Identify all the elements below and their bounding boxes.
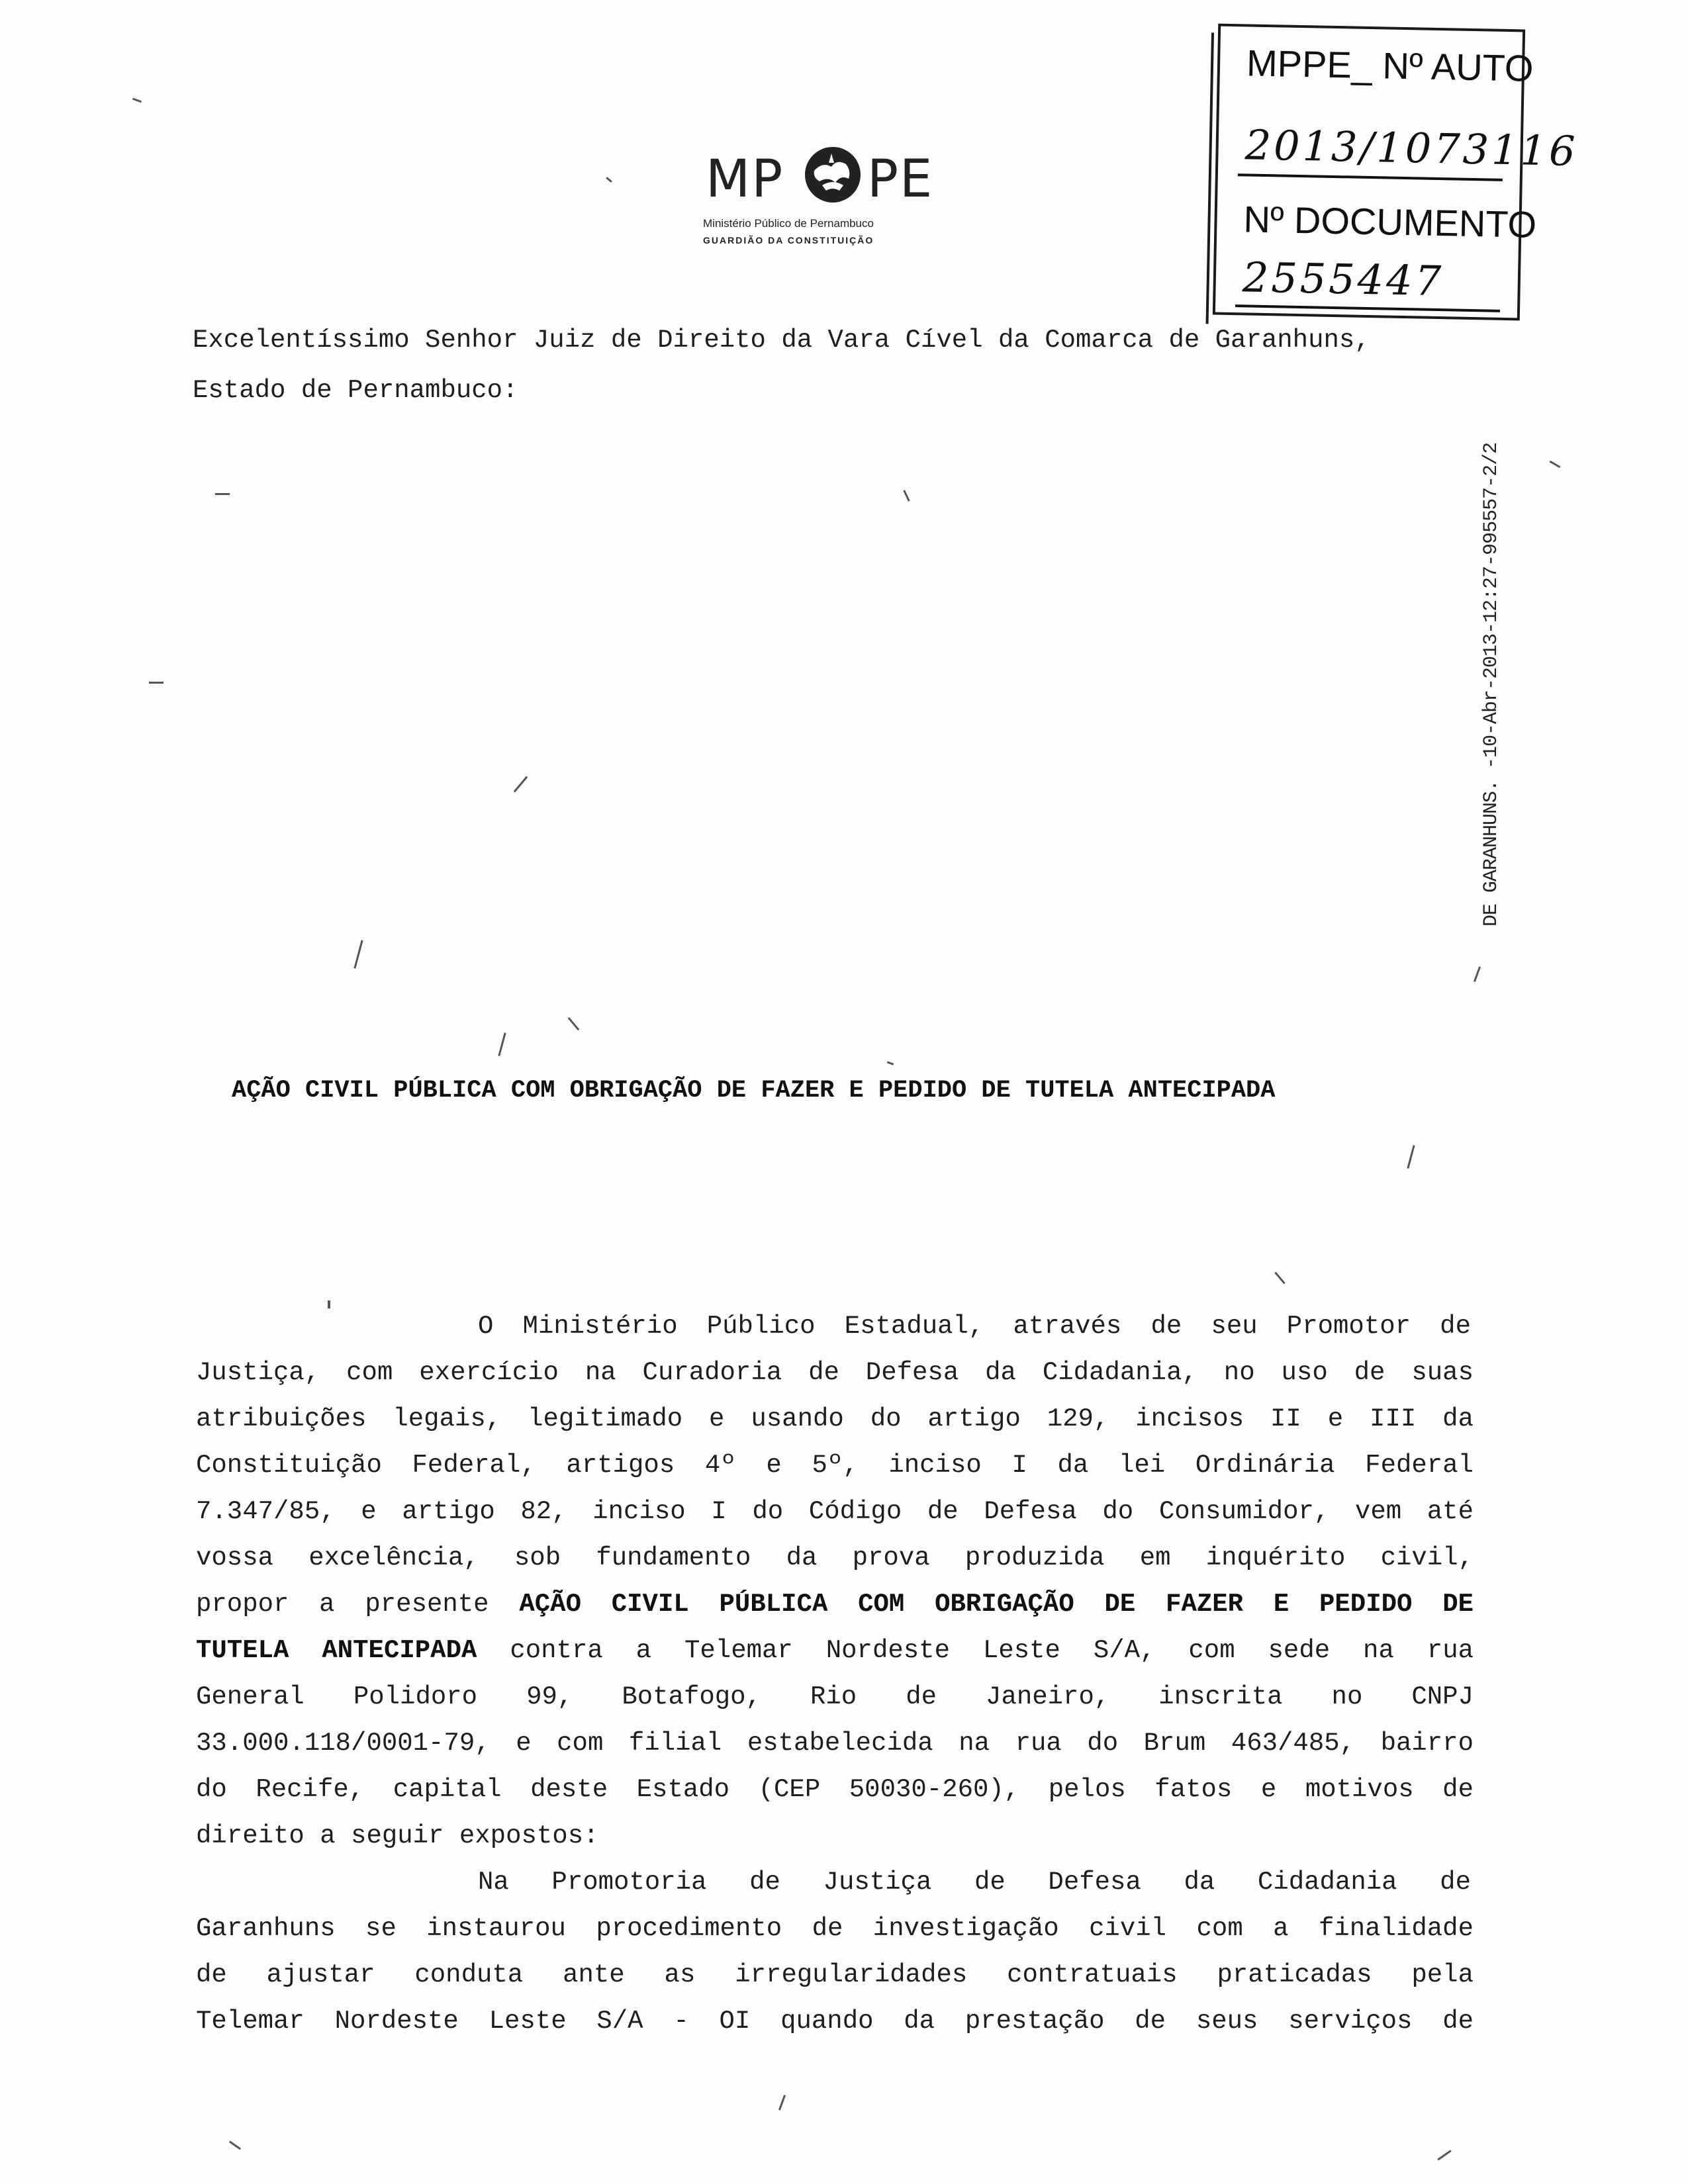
p1-text: contra a Telemar Nordeste Leste S/A, com sede na rua [510,1636,1474,1665]
p2-line-2: Garanhuns se instaurou procedimento de investigação civil com a finalidade [196,1914,1474,1943]
stamp-auto-number: 2013/1073116 [1244,120,1579,176]
scan-speck [215,493,230,495]
p1-text: O Ministério Público Estadual, através de seu Promotor de [478,1312,1471,1341]
p1-bold-text: TUTELA ANTECIPADA [196,1636,477,1665]
p1-bold-text: AÇÃO CIVIL PÚBLICA COM OBRIGAÇÃO DE FAZER E PEDIDO DE [519,1590,1474,1619]
stamp-underline [1235,304,1500,312]
p1-line-10: 33.000.118/0001-79, e com filial estabelecida na rua do Brum 463/485, bairro [196,1729,1474,1758]
logo-row [694,140,959,213]
scan-speck [1549,461,1560,469]
p2-line-3: de ajustar conduta ante as irregularidades contratuais praticadas pela [196,1960,1474,1989]
mppe-emblem-icon [802,144,863,205]
stamp-underline [1238,173,1503,181]
mppe-logo [694,140,959,259]
p1-line-2: Justiça, com exercício na Curadoria de Defesa da Cidadania, no uso de suas [196,1358,1474,1387]
p1-line-7 [196,1590,1474,1619]
scan-speck [514,776,528,793]
logo-subtitle: Ministério Público de Pernambuco [703,217,874,230]
scan-speck [149,682,164,684]
address-line-1: Excelentíssimo Senhor Juiz de Direito da Vara Cível da Comarca de Garanhuns, [193,326,1370,355]
p2-line-4: Telemar Nordeste Leste S/A - OI quando da prestação de seus serviços de [196,2007,1474,2036]
scan-speck [132,98,142,103]
p1-line-4: Constituição Federal, artigos 4º e 5º, inciso I da lei Ordinária Federal [196,1451,1474,1480]
p1-line-5: 7.347/85, e artigo 82, inciso I do Código de Defesa do Consumidor, vem até [196,1497,1474,1526]
p2-text: Na Promotoria de Justiça de Defesa da Cidadania de [478,1868,1471,1897]
p1-line-8 [196,1636,1474,1665]
p1-line-9: General Polidoro 99, Botafogo, Rio de Janeiro, inscrita no CNPJ [196,1682,1474,1711]
scan-speck [1407,1145,1415,1169]
p2-line-1 [478,1868,1471,1897]
scan-speck [568,1017,580,1030]
logo-tagline: GUARDIÃO DA CONSTITUIÇÃO [703,235,874,246]
stamp-document-number: 2555447 [1242,253,1444,306]
stamp-document-label: Nº DOCUMENTO [1243,198,1537,246]
p1-line-6: vossa excelência, sob fundamento da prova produzida em inquérito civil, [196,1543,1474,1572]
scan-speck [1474,966,1481,982]
logo-pe-text: PE [867,150,934,209]
protocol-stamp [1213,24,1579,321]
scan-speck [353,940,363,968]
scan-speck [778,2095,786,2111]
address-line-2: Estado de Pernambuco: [193,376,518,405]
stamp-auto-label: MPPE_ Nº AUTO [1246,42,1534,89]
scan-speck [498,1032,506,1056]
scan-speck [328,1300,330,1308]
side-receipt-stamp: DE GARANHUNS. -10-Abr-2013-12:27-995557-2/2 [1480,442,1503,927]
scan-speck [887,1061,894,1065]
scan-speck [1437,2150,1451,2160]
p1-line-11: do Recife, capital deste Estado (CEP 50030-260), pelos fatos e motivos de [196,1775,1474,1804]
p1-text: propor a presente [196,1590,489,1619]
p1-line-1 [478,1312,1471,1341]
scan-speck [1274,1272,1285,1285]
p1-line-3: atribuições legais, legitimado e usando do artigo 129, incisos II e III da [196,1404,1474,1433]
p1-line-12: direito a seguir expostos: [196,1821,599,1850]
scan-speck [903,490,910,502]
document-title: AÇÃO CIVIL PÚBLICA COM OBRIGAÇÃO DE FAZER E PEDIDO DE TUTELA ANTECIPADA [232,1077,1276,1105]
scan-speck [229,2141,241,2150]
scan-speck [606,177,612,183]
logo-mp-text: MP [706,150,784,209]
